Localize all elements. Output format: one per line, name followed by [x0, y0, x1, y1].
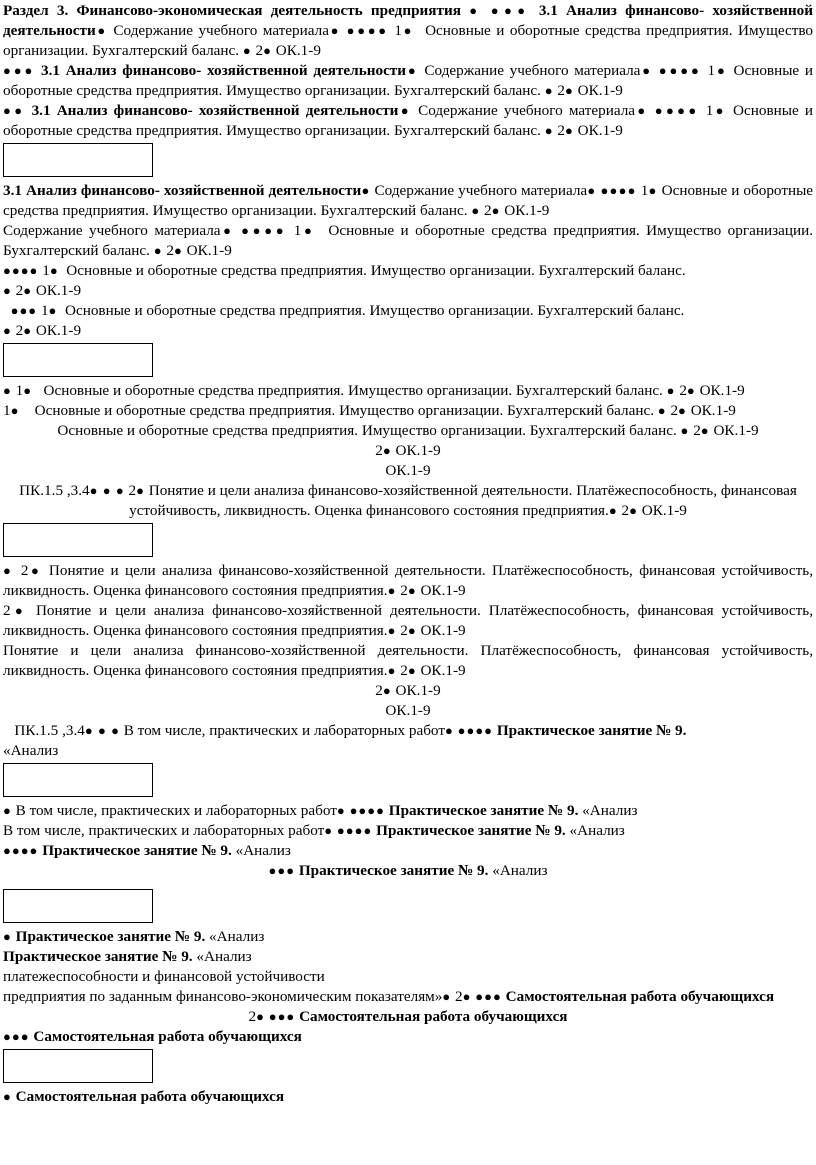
hours-value: 1	[707, 62, 716, 79]
bullet-icon: ●	[387, 663, 397, 678]
competencies-code: ОК.1-9	[504, 202, 550, 219]
level-value: 2	[166, 242, 174, 259]
practice-paragraph	[3, 947, 813, 967]
bullet-icon: ●	[640, 63, 654, 78]
bullet-group-icon: ●●●	[490, 3, 531, 18]
content-label: Содержание учебного материала	[113, 22, 329, 39]
level-value: 2	[557, 122, 566, 139]
level-value: 2	[621, 502, 630, 519]
bullet-icon: ●	[48, 303, 58, 318]
bullet-icon: ●	[28, 563, 43, 578]
bullet-icon: ●	[23, 383, 33, 398]
section-heading-paragraph	[3, 1, 813, 61]
bullet-group-icon: ● ● ●	[89, 483, 125, 498]
pk-codes: ПК.1.5 ,3.4	[14, 722, 85, 739]
hours-value: 1	[42, 262, 50, 279]
competencies-code: ОК.1-9	[385, 702, 431, 719]
bullet-icon: ●	[3, 383, 12, 398]
competencies-code: ОК.1-9	[275, 42, 321, 59]
level-value: 2	[455, 988, 463, 1005]
analysis-paragraph	[3, 561, 813, 601]
competencies-code: ОК.1-9	[420, 582, 466, 599]
section-title: Раздел 3. Финансово-экономическая деятельность предприятия	[3, 2, 461, 19]
self-study-label: Самостоятельная работа обучающихся	[15, 1088, 285, 1105]
level-value: 2	[15, 322, 24, 339]
assets-paragraph	[3, 401, 813, 421]
self-study-label: Самостоятельная работа обучающихся	[505, 988, 775, 1005]
competencies-code: ОК.1-9	[395, 442, 441, 459]
self-study-label: Самостоятельная работа обучающихся	[299, 1008, 568, 1025]
practice-label: Практическое занятие № 9.	[298, 862, 489, 879]
topic-title: 3.1 Анализ финансово- хозяйственной деятельности	[40, 62, 407, 79]
empty-cell-box	[3, 523, 153, 557]
level-value: 2	[400, 622, 408, 639]
bullet-icon: ●	[242, 43, 252, 58]
bullet-icon: ●	[382, 683, 392, 698]
bullet-icon: ●	[401, 23, 415, 38]
bullet-icon: ●	[406, 63, 419, 78]
level-value: 2	[375, 682, 383, 699]
hours-value: 1	[40, 302, 49, 319]
practice-label: Практическое занятие № 9.	[3, 948, 193, 965]
bullet-group-icon: ●●●●	[3, 843, 39, 858]
assets-text: Основные и оборотные средства предприятия. Имущество организации. Бухгалтерский баланс.	[3, 62, 813, 99]
bullet-icon: ●	[3, 283, 12, 298]
bullet-icon: ●	[324, 823, 334, 838]
assets-paragraph	[3, 301, 813, 341]
bullet-icon: ●	[263, 43, 272, 58]
practice-paragraph	[3, 821, 813, 841]
bullet-icon: ●	[301, 223, 316, 238]
topic-paragraph	[3, 181, 813, 221]
practice-topic-start: «Анализ	[492, 862, 548, 879]
analysis-paragraph	[3, 641, 813, 681]
practice-paragraph-centered	[3, 861, 813, 881]
level-line	[3, 681, 813, 701]
pk-codes: ПК.1.5 ,3.4	[19, 482, 90, 499]
analysis-text: Понятие и цели анализа финансово-хозяйственной деятельности. Платёжеспособность, финансовая устойчивость, ликвидность. Оценка финансового состояния предприятия.	[3, 562, 814, 599]
bullet-icon: ●	[629, 503, 638, 518]
bullet-group-icon: ●●	[3, 103, 26, 118]
bullet-icon: ●	[442, 989, 452, 1004]
self-study-line	[3, 1027, 813, 1047]
bullet-group-icon: ●●●	[10, 303, 38, 318]
topic-paragraph	[3, 101, 813, 141]
topic-title: 3.1 Анализ финансово- хозяйственной деятельности	[3, 2, 814, 39]
bullet-icon: ●	[657, 403, 667, 418]
practice-topic-start: «Анализ	[209, 928, 265, 945]
bullet-icon: ●	[407, 623, 417, 638]
bullet-group-icon: ●●●●	[600, 183, 637, 198]
practice-topic-end-paragraph	[3, 987, 813, 1007]
level-value: 2	[3, 602, 11, 619]
level-value: 2	[400, 662, 408, 679]
bullet-icon: ●	[95, 23, 108, 38]
practice-label: Практическое занятие № 9.	[42, 842, 232, 859]
bullet-icon: ●	[565, 123, 574, 138]
bullet-group-icon: ●●●	[3, 63, 36, 78]
bullet-group-icon: ●●●	[475, 989, 502, 1004]
practice-paragraph	[3, 927, 813, 947]
bullet-icon: ●	[382, 443, 392, 458]
self-study-label: Самостоятельная работа обучающихся	[33, 1028, 302, 1045]
assets-text: Основные и оборотные средства предприятия. Имущество организации. Бухгалтерский баланс.	[3, 22, 813, 59]
practice-intro: В том числе, практических и лабораторных работ	[15, 802, 337, 819]
self-study-line	[3, 1087, 813, 1107]
bullet-icon: ●	[336, 803, 346, 818]
bullet-group-icon: ●●●●	[336, 823, 373, 838]
practice-topic-line3: предприятия по заданным финансово-экономическим показателям»	[3, 988, 443, 1005]
hours-value: 1	[394, 22, 402, 39]
bullet-icon: ●	[462, 989, 472, 1004]
assets-text: Основные и оборотные средства предприятия. Имущество организации. Бухгалтерский баланс.	[3, 102, 813, 139]
bullet-icon: ●	[407, 583, 417, 598]
hours-value: 1	[293, 222, 302, 239]
assets-paragraph	[3, 381, 813, 401]
content-label: Содержание учебного материала	[374, 182, 588, 199]
competencies-code: ОК.1-9	[690, 402, 736, 419]
document-page	[3, 1, 813, 1107]
bullet-group-icon: ●●●	[268, 863, 296, 878]
competencies-line	[3, 701, 813, 721]
bullet-icon: ●	[387, 623, 397, 638]
bullet-icon: ●	[220, 223, 235, 238]
bullet-icon: ●	[713, 103, 727, 118]
practice-paragraph	[3, 841, 813, 861]
practice-topic-line2: платежеспособности и финансовой устойчивости	[3, 968, 325, 985]
assets-text: Основные и оборотные средства предприятия. Имущество организации. Бухгалтерский баланс.	[43, 382, 663, 399]
bullet-icon: ●	[387, 583, 397, 598]
assets-text: Основные и оборотные средства предприятия. Имущество организации. Бухгалтерский баланс.	[57, 422, 677, 439]
level-value: 2	[20, 562, 29, 579]
bullet-icon: ●	[469, 3, 483, 18]
topic-paragraph	[3, 61, 813, 101]
bullet-group-icon: ●●●●	[654, 103, 700, 118]
bullet-icon: ●	[174, 243, 183, 258]
bullet-icon: ●	[444, 723, 454, 738]
practice-topic-start: «Анализ	[569, 822, 625, 839]
competencies-code: ОК.1-9	[641, 502, 687, 519]
level-value: 2	[128, 482, 137, 499]
bullet-icon: ●	[544, 83, 554, 98]
analysis-text: Понятие и цели анализа финансово-хозяйственной деятельности. Платёжеспособность, финансовая устойчивость, ликвидность. Оценка финансового состояния предприятия.	[129, 482, 797, 519]
bullet-icon: ●	[153, 243, 163, 258]
hours-value: 1	[705, 102, 714, 119]
practice-topic-start: «Анализ	[235, 842, 291, 859]
practice-topic-start: «Анализ	[3, 742, 59, 759]
bullet-icon: ●	[10, 403, 20, 418]
bullet-icon: ●	[715, 63, 728, 78]
assets-text: Основные и оборотные средства предприятия. Имущество организации. Бухгалтерский баланс.	[34, 402, 654, 419]
hours-value: 1	[3, 402, 11, 419]
competencies-code: ОК.1-9	[699, 382, 745, 399]
competencies-line	[3, 461, 813, 481]
content-label: Содержание учебного материала	[424, 62, 641, 79]
assets-text: Основные и оборотные средства предприятия. Имущество организации. Бухгалтерский баланс.	[3, 182, 814, 219]
competencies-code: ОК.1-9	[577, 122, 623, 139]
bullet-icon: ●	[3, 323, 12, 338]
competencies-code: ОК.1-9	[35, 282, 82, 299]
level-value: 2	[557, 82, 566, 99]
bullet-icon: ●	[407, 663, 417, 678]
bullet-icon: ●	[678, 403, 687, 418]
bullet-group-icon: ●●●●	[3, 263, 39, 278]
competencies-code: ОК.1-9	[420, 662, 466, 679]
bullet-icon: ●	[608, 503, 618, 518]
bullet-icon: ●	[471, 203, 481, 218]
empty-cell-box	[3, 1049, 153, 1083]
bullet-icon: ●	[565, 83, 574, 98]
practice-label: Практическое занятие № 9.	[15, 928, 206, 945]
level-value: 2	[15, 282, 24, 299]
hours-value: 1	[640, 182, 649, 199]
level-line	[3, 441, 813, 461]
bullet-icon: ●	[635, 103, 649, 118]
bullet-icon: ●	[3, 563, 15, 578]
bullet-icon: ●	[544, 123, 554, 138]
competencies-code: ОК.1-9	[395, 682, 441, 699]
bullet-icon: ●	[23, 283, 33, 298]
topic-title: 3.1 Анализ финансово- хозяйственной деятельности	[3, 182, 362, 199]
competencies-code: ОК.1-9	[713, 422, 759, 439]
bullet-group-icon: ●●●●	[658, 63, 702, 78]
bullet-group-icon: ●●●●	[241, 223, 288, 238]
bullet-group-icon: ●●●	[268, 1009, 296, 1024]
analysis-paragraph	[3, 601, 813, 641]
bullet-icon: ●	[680, 423, 690, 438]
bullet-icon: ●	[10, 603, 28, 618]
bullet-icon: ●	[256, 1009, 265, 1024]
level-value: 2	[693, 422, 701, 439]
bullet-icon: ●	[398, 103, 412, 118]
bullet-icon: ●	[49, 263, 59, 278]
bullet-icon: ●	[136, 483, 145, 498]
pk-analysis-paragraph	[3, 481, 813, 521]
empty-cell-box	[3, 143, 153, 177]
bullet-group-icon: ●●●●	[346, 23, 389, 38]
analysis-text: Понятие и цели анализа финансово-хозяйственной деятельности. Платёжеспособность, финансовая устойчивость, ликвидность. Оценка финансового состояния предприятия.	[3, 602, 814, 639]
analysis-text: Понятие и цели анализа финансово-хозяйственной деятельности. Платёжеспособность, финансовая устойчивость, ликвидность. Оценка финансового состояния предприятия.	[3, 642, 813, 679]
level-value: 2	[679, 382, 687, 399]
level-value: 2	[400, 582, 408, 599]
practice-topic-start: «Анализ	[196, 948, 252, 965]
bullet-icon: ●	[328, 23, 342, 38]
bullet-icon: ●	[666, 383, 676, 398]
practice-intro: В том числе, практических и лабораторных работ	[3, 822, 325, 839]
bullet-group-icon: ●●●●	[457, 723, 494, 738]
level-value: 2	[375, 442, 383, 459]
content-label: Содержание учебного материала	[3, 222, 221, 239]
bullet-icon: ●	[686, 383, 696, 398]
empty-cell-box	[3, 763, 153, 797]
competencies-code: ОК.1-9	[35, 322, 82, 339]
empty-cell-box	[3, 889, 153, 923]
level-value: 2	[484, 202, 492, 219]
competencies-code: ОК.1-9	[186, 242, 232, 259]
level-value: 2	[255, 42, 264, 59]
bullet-group-icon: ●●●	[3, 1029, 30, 1044]
pk-practice-paragraph	[3, 721, 813, 761]
assets-paragraph-centered	[3, 421, 813, 441]
bullet-icon: ●	[3, 803, 12, 818]
assets-text: Основные и оборотные средства предприятия. Имущество организации. Бухгалтерский баланс.	[3, 222, 814, 259]
practice-label: Практическое занятие № 9.	[376, 822, 566, 839]
bullet-icon: ●	[23, 323, 33, 338]
competencies-code: ОК.1-9	[385, 462, 431, 479]
practice-topic-start: «Анализ	[582, 802, 638, 819]
content-label: Содержание учебного материала	[418, 102, 636, 119]
content-paragraph	[3, 221, 813, 261]
practice-label: Практическое занятие № 9.	[496, 722, 687, 739]
level-value: 2	[248, 1008, 257, 1025]
bullet-icon: ●	[3, 1089, 12, 1104]
bullet-icon: ●	[361, 183, 371, 198]
assets-paragraph	[3, 261, 813, 301]
practice-paragraph	[3, 801, 813, 821]
level-value: 2	[670, 402, 679, 419]
competencies-code: ОК.1-9	[577, 82, 623, 99]
bullet-group-icon: ●●●●	[349, 803, 385, 818]
practice-topic-line	[3, 967, 813, 987]
bullet-group-icon: ● ● ●	[84, 723, 120, 738]
bullet-icon: ●	[3, 929, 12, 944]
topic-title: 3.1 Анализ финансово- хозяйственной деятельности	[31, 102, 399, 119]
hours-value: 1	[15, 382, 24, 399]
empty-cell-box	[3, 343, 153, 377]
practice-intro: В том числе, практических и лабораторных работ	[123, 722, 445, 739]
bullet-icon: ●	[587, 183, 597, 198]
practice-label: Практическое занятие № 9.	[388, 802, 579, 819]
bullet-icon: ●	[700, 423, 710, 438]
assets-text: Основные и оборотные средства предприятия. Имущество организации. Бухгалтерский баланс.	[65, 302, 685, 319]
bullet-icon: ●	[648, 183, 658, 198]
self-study-line-centered	[3, 1007, 813, 1027]
competencies-code: ОК.1-9	[420, 622, 466, 639]
bullet-icon: ●	[491, 203, 501, 218]
assets-text: Основные и оборотные средства предприятия. Имущество организации. Бухгалтерский баланс.	[66, 262, 686, 279]
